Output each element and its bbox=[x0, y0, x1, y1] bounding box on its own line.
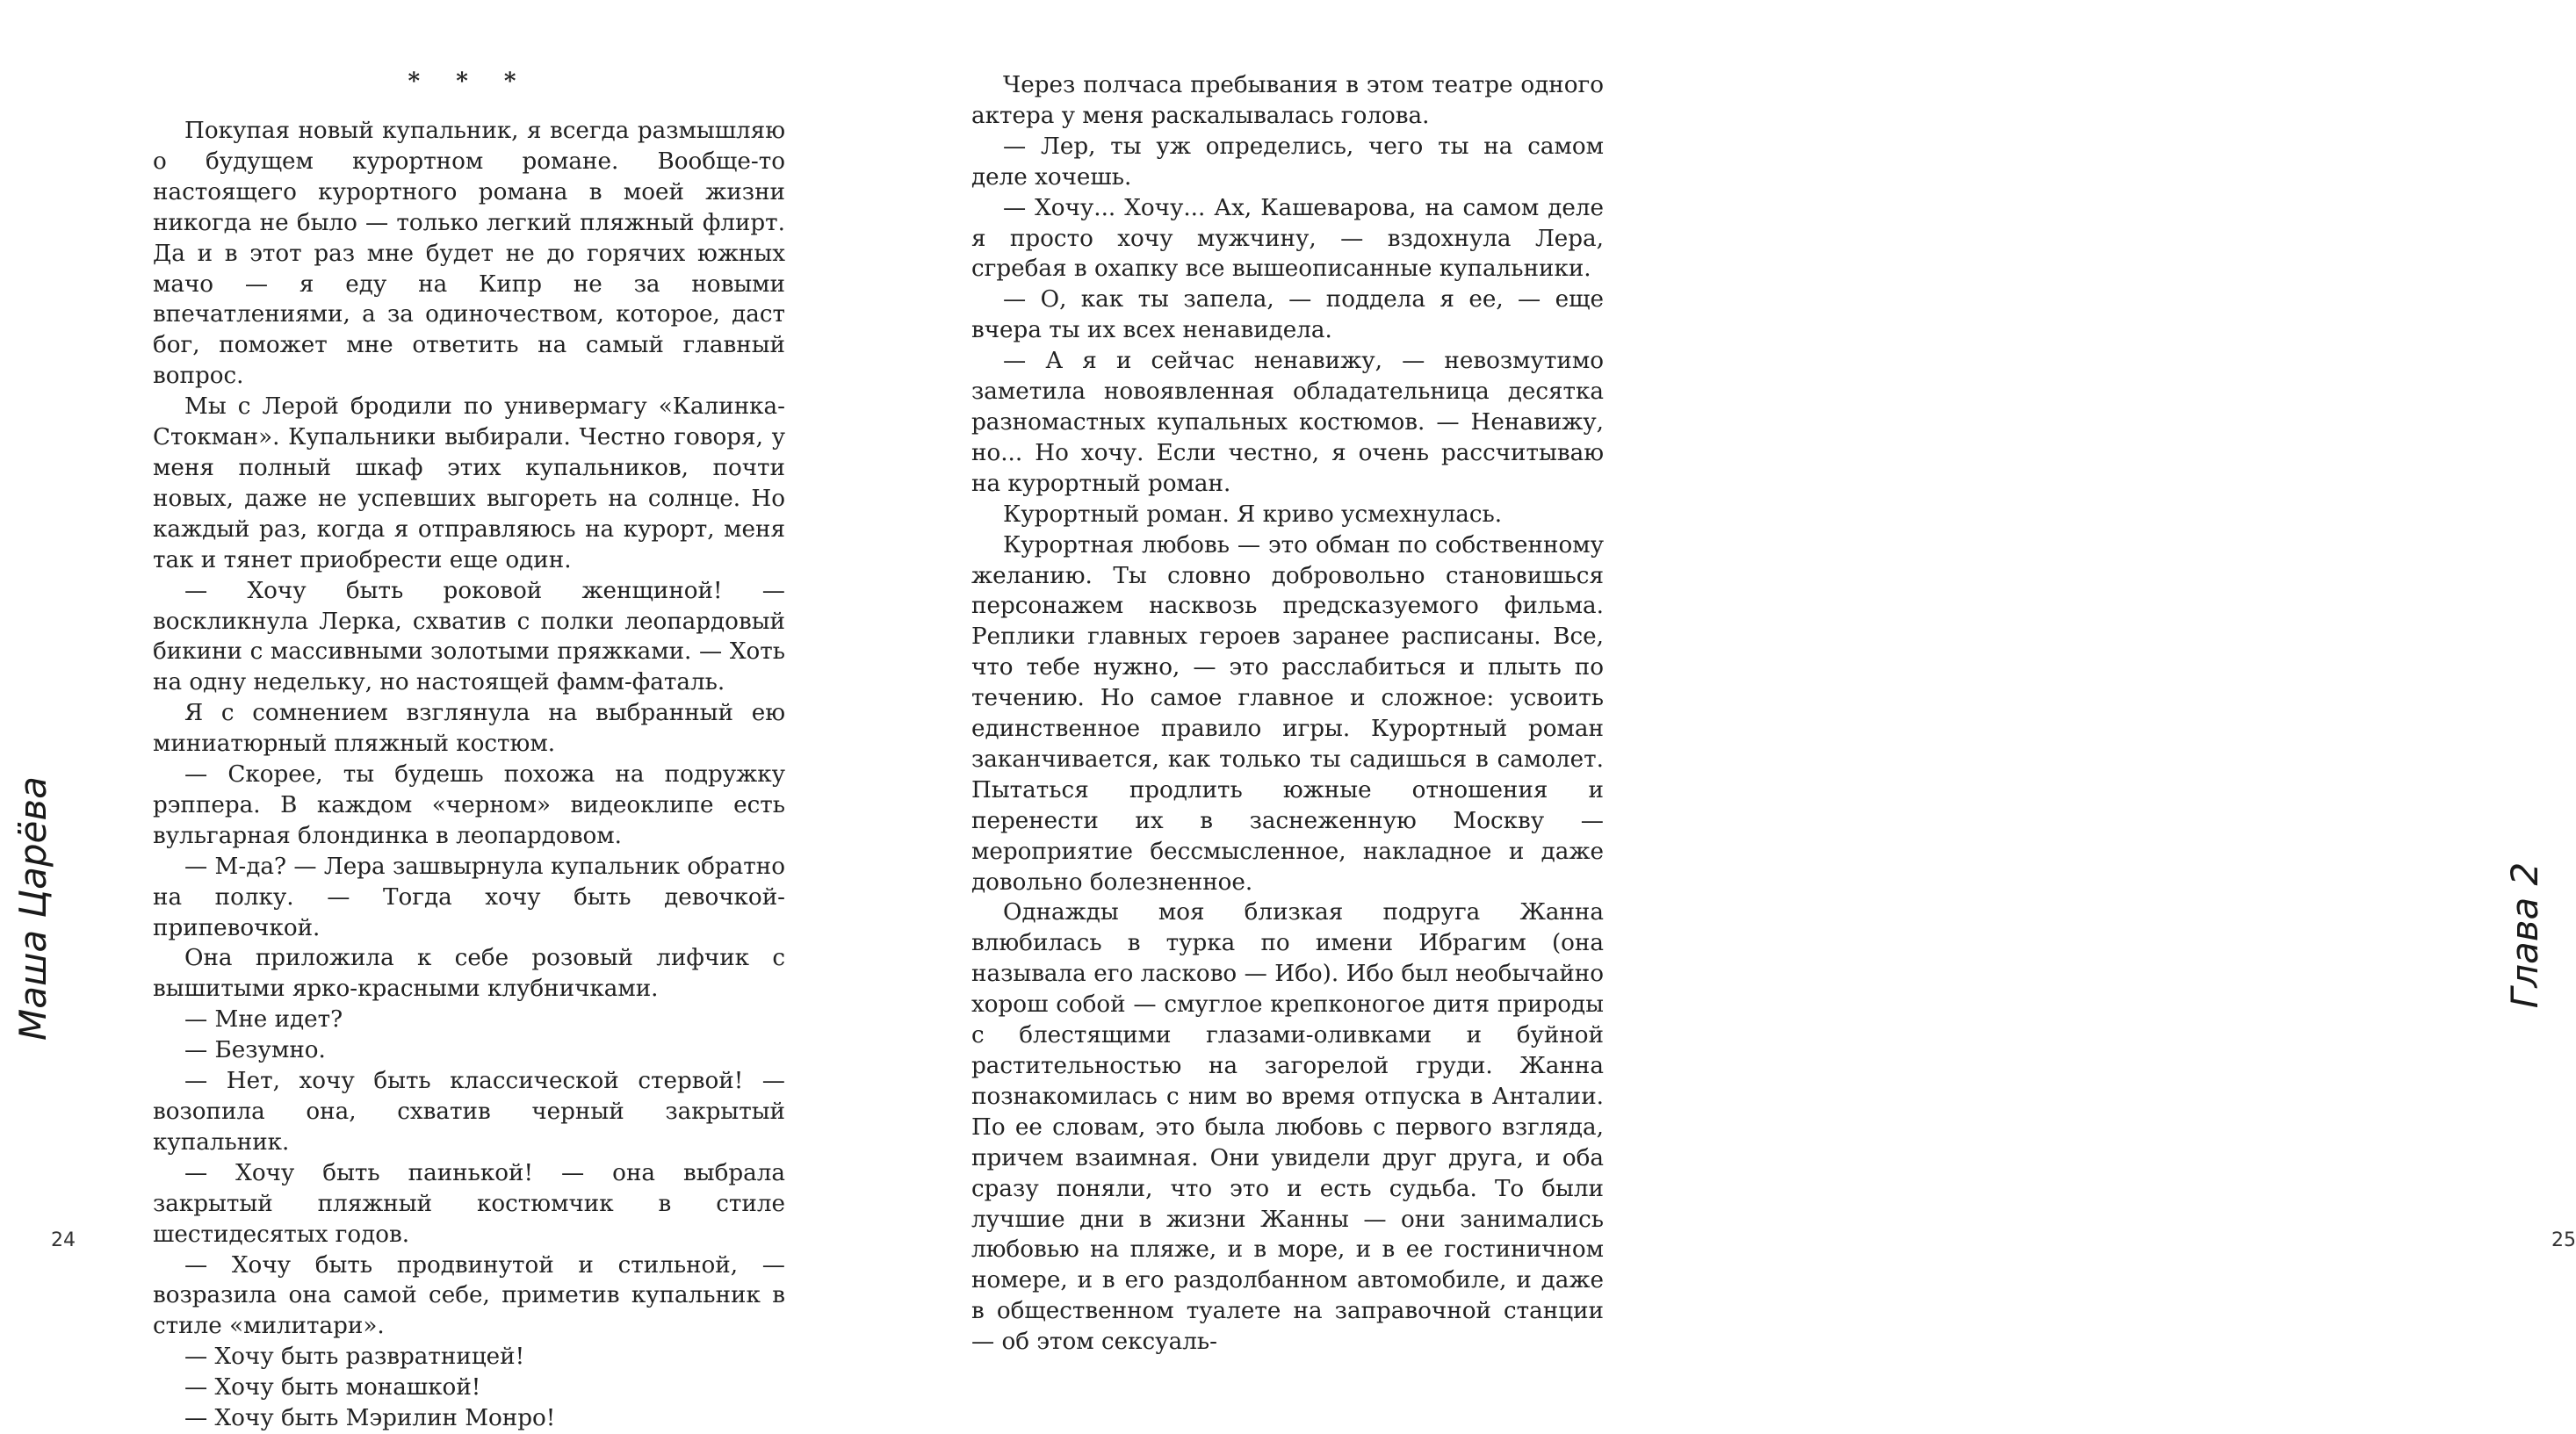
right-text-column bbox=[971, 70, 1604, 1358]
page-number: 25 bbox=[2551, 1229, 2576, 1251]
paragraph: Однажды моя близкая подруга Жанна влюбилась в турка по имени Ибрагим (она называла его ласково — Ибо). Ибо был необычайно хорош собой — смуглое крепконогое дитя природы с блестящими глазами-оливками и буйной растительностью на загорелой груди. Жанна познакомилась с ним во время отпуска в Анталии. По ее словам, это была любовь с первого взгляда, причем взаимная. Они увидели друг друга, и оба сразу поняли, что это и есть судьба. То были лучшие дни в жизни Жанны — они занимались любовью на пляже, и в море, и в ее гостиничном номере, и в его раздолбанном автомобиле, и даже в общественном туалете на заправочной станции — об этом сексуаль- bbox=[971, 899, 1604, 1356]
paragraph: — Хочу быть развратницей! bbox=[184, 1344, 525, 1371]
paragraph: — А я и сейчас ненавижу, — невозмутимо заметила новоявленная обладательница десятка разномастных купальных костюмов. — Ненавижу, но... Но хочу. Если честно, я очень рассчитываю на курортный роман. bbox=[971, 348, 1604, 497]
chapter-running-head: Глава 2 bbox=[2503, 861, 2546, 1009]
paragraph: — Безумно. bbox=[184, 1037, 326, 1064]
paragraph: Я с сомнением взглянула на выбранный ею миниатюрный пляжный костюм. bbox=[153, 700, 785, 758]
paragraph: — О, как ты запела, — поддела я ее, — еще вчера ты их всех ненавидела. bbox=[971, 286, 1604, 344]
paragraph: Она приложила к себе розовый лифчик с вышитыми ярко-красными клубничками. bbox=[153, 945, 785, 1003]
paragraph: Через полчаса пребывания в этом театре одного актера у меня раскалывалась голова. bbox=[971, 72, 1604, 129]
paragraph: Курортный роман. Я криво усмехнулась. bbox=[1003, 501, 1503, 528]
paragraph: Мы с Лерой бродили по универмагу «Калинка-Стокман». Купальники выбирали. Честно говоря, у меня полный шкаф этих купальников, почти новых, даже не успевших выгореть на солнце. Но каждый раз, когда я отправляюсь на курорт, меня так и тянет приобрести еще один. bbox=[153, 393, 785, 573]
paragraph: — Нет, хочу быть классической стервой! — возопила она, схватив черный закрытый купальник. bbox=[153, 1068, 785, 1156]
paragraph: — Мне идет? bbox=[184, 1006, 343, 1034]
paragraph: — Хочу быть паинькой! — она выбрала закрытый пляжный костюмчик в стиле шестидесятых годов. bbox=[153, 1159, 785, 1248]
section-break-asterism: * * * bbox=[408, 68, 530, 95]
paragraph: Покупая новый купальник, я всегда размышляю о будущем курортном романе. Вообще-то настоящего курортного романа в моей жизни никогда не было — только легкий пляжный флирт. Да и в этот раз мне будет не до горячих южных мачо — я еду на Кипр не за новыми впечатлениями, а за одиночеством, которое, даст бог, поможет мне ответить на самый главный вопрос. bbox=[153, 118, 785, 390]
paragraph: — Хочу... Хочу... Ах, Кашеварова, на самом деле я просто хочу мужчину, — вздохнула Лера, сгребая в охапку все вышеописанные купальники. bbox=[971, 194, 1604, 283]
author-running-head: Маша Царёва bbox=[11, 776, 54, 1041]
paragraph: Курортная любовь — это обман по собственному желанию. Ты словно добровольно становишься персонажем насквозь предсказуемого фильма. Реплики главных героев заранее расписаны. Все, что тебе нужно, — это расслабиться и плыть по течению. Но самое главное и сложное: усвоить единственное правило игры. Курортный роман заканчивается, как только ты садишься в самолет. Пытаться продлить южные отношения и перенести их в заснеженную Москву — мероприятие бессмысленное, накладное и даже довольно болезненное. bbox=[971, 531, 1604, 896]
paragraph: — Хочу быть продвинутой и стильной, — возразила она самой себе, приметив купальник в стиле «милитари». bbox=[153, 1251, 785, 1340]
paragraph: — Хочу быть роковой женщиной! — воскликнула Лерка, схватив с полки леопардовый бикини с массивными золотыми пряжками. — Хоть на одну недельку, но настоящей фамм-фаталь. bbox=[153, 577, 785, 696]
right-page bbox=[878, 0, 2576, 1356]
paragraph: — М-да? — Лера зашвырнула купальник обратно на полку. — Тогда хочу быть девочкой-припевочкой. bbox=[153, 853, 785, 941]
paragraph: — Скорее, ты будешь похожа на подружку рэппера. В каждом «черном» видеоклипе есть вульгарная блондинка в леопардовом. bbox=[153, 761, 785, 849]
paragraph: — Хочу быть монашкой! bbox=[184, 1374, 481, 1402]
left-page bbox=[0, 0, 878, 1432]
page-number: 24 bbox=[51, 1229, 76, 1251]
paragraph: — Лер, ты уж определись, чего ты на самом деле хочешь. bbox=[971, 133, 1604, 191]
paragraph: — Хочу быть Мэрилин Монро! bbox=[184, 1405, 556, 1432]
left-text-column bbox=[153, 60, 785, 1434]
